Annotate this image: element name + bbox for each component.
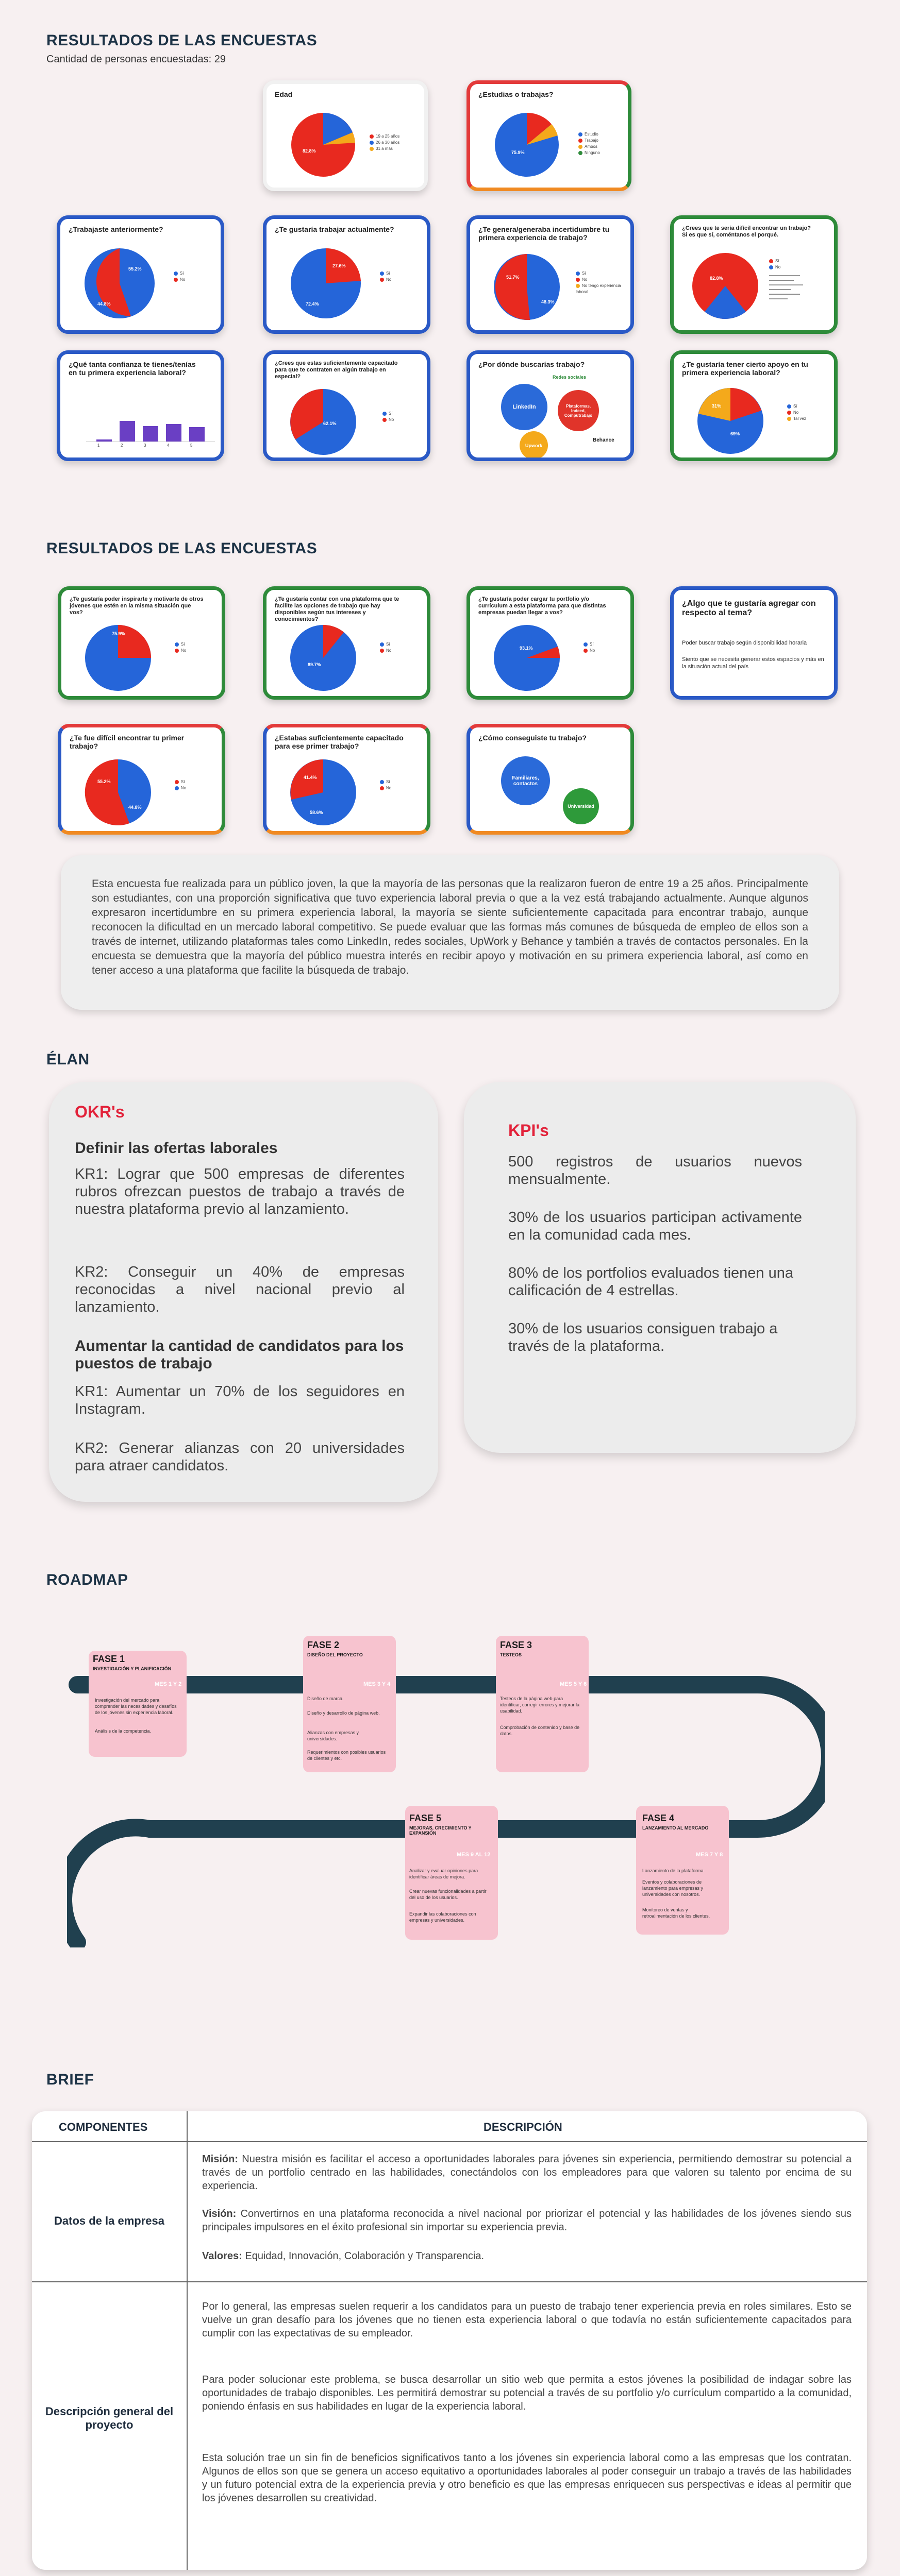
pie-pct: 82.8% (303, 148, 316, 154)
valores-text: Valores: Equidad, Innovación, Colaboración y Transparencia. (202, 2250, 485, 2262)
phase-item: Diseño de marca. (307, 1696, 344, 1701)
survey-card-dificil-primer (58, 724, 225, 835)
phase-name: FASE 4 (642, 1813, 675, 1823)
row-descripcion-general: Descripción general del proyecto (45, 2405, 174, 2431)
phase-4 (636, 1806, 729, 1935)
card-title: ¿Cómo conseguiste tu trabajo? (478, 734, 587, 742)
card-title: ¿Te gustaría poder inspirarte y motivarte de otros jóvenes que estén en la misma situación que vos? (70, 596, 204, 616)
summary-panel (61, 855, 839, 1010)
pie-chart (694, 385, 766, 457)
okr-heading-2: Aumentar la cantidad de candidatos para los puestos de trabajo (75, 1337, 404, 1372)
card-title: Edad (275, 90, 293, 98)
card-title: ¿Crees que estas suficientemente capacitado para que te contraten en algún trabajo en especial? (275, 360, 398, 380)
pie-pct: 82.8% (710, 276, 723, 281)
bubble-plataformas: Plataformas, Indeed, Computrabajo (558, 390, 599, 431)
card-title: ¿Estudias o trabajas? (478, 90, 554, 98)
pie-legend: Estudio Trabajo Ambos Ninguno (578, 131, 600, 156)
divider (32, 2141, 867, 2142)
survey-card-trabajaste (57, 215, 224, 334)
pie-pct: 75.9% (511, 150, 525, 155)
okr-heading-1: Definir las ofertas laborales (75, 1140, 278, 1157)
phase-item: Análisis de la competencia. (95, 1728, 152, 1734)
phase-item: Crear nuevas funcionalidades a partir del uso de los usuarios. (409, 1889, 487, 1900)
phase-2-month: MES 3 Y 4 (363, 1681, 391, 1687)
pie-pct-b: 44.8% (97, 301, 111, 307)
card-title: ¿Qué tanta confianza te tienes/tenías en tu primera experiencia laboral? (69, 360, 196, 377)
survey-card-gustaria-trabajar (263, 215, 430, 334)
divider (187, 2111, 188, 2570)
pie-legend: Sí No No tengo experiencia laboral (576, 271, 621, 294)
survey-card-plataforma (263, 586, 430, 700)
kpi-3: 80% de los portfolios evaluados tienen una calificación de 4 estrellas. (508, 1265, 793, 1299)
answer-1: Poder buscar trabajo según disponibilidad horaria (682, 640, 807, 646)
phase-name: FASE 3 (500, 1640, 532, 1650)
phase-item: Monitoreo de ventas y retroalimentación de los clientes. (642, 1907, 710, 1919)
phase-item: Investigación del mercado para comprender las necesidades y desafíos de los jóvenes sin experiencia laboral. (95, 1698, 177, 1715)
phase-name: FASE 2 (307, 1640, 340, 1650)
okr-panel (49, 1082, 438, 1502)
roadmap-title: ROADMAP (46, 1571, 128, 1588)
card-title: ¿Te fue difícil encontrar tu primer trabajo? (70, 734, 185, 750)
pie-legend: Sí No (380, 270, 391, 283)
card-title: ¿Algo que te gustaría agregar con respecto al tema? (682, 599, 816, 617)
elan-title: ÉLAN (46, 1051, 90, 1068)
section2-title: RESULTADOS DE LAS ENCUESTAS (46, 540, 318, 557)
survey-card-estudias (466, 80, 631, 191)
pie-pct: 89.7% (308, 662, 321, 667)
pie-chart (81, 245, 158, 322)
phase-item: Expandir las colaboraciones con empresas y universidades. (409, 1911, 476, 1923)
brief1-table (32, 2111, 867, 2570)
survey-card-estabas-capacitado (263, 724, 430, 835)
survey-card-edad (263, 80, 428, 191)
pie-legend: Sí No (380, 779, 391, 791)
phase-sub: MEJORAS, CRECIMIENTO Y EXPANSIÓN (409, 1825, 472, 1836)
kpi-2: 30% de los usuarios participan activamente en la comunidad cada mes. (508, 1209, 802, 1243)
phase-name: FASE 5 (409, 1813, 442, 1823)
pie-legend: Sí No (174, 270, 185, 283)
pie-chart (491, 109, 563, 181)
section1-subtitle: Cantidad de personas encuestadas: 29 (46, 54, 226, 65)
pie-chart (689, 250, 761, 322)
pie-pct-b: 31% (712, 403, 722, 409)
pie-legend: Sí No (382, 411, 394, 423)
phase-item: Comprobación de contenido y base de datos. (500, 1725, 580, 1736)
col-componentes: COMPONENTES (59, 2121, 148, 2133)
survey-card-apoyo (670, 350, 838, 461)
card-title: ¿Te genera/generaba incertidumbre tu primera experiencia de trabajo? (478, 225, 610, 242)
phase-sub: LANZAMIENTO AL MERCADO (642, 1825, 709, 1831)
phase-5 (405, 1806, 498, 1940)
card-title: ¿Estabas suficientemente capacitado para ese primer trabajo? (275, 734, 404, 750)
pie-chart (287, 109, 359, 181)
card-title: ¿Por dónde buscarías trabajo? (478, 360, 585, 368)
bar-labels: 1 2 3 4 5 (97, 443, 193, 448)
card-title: ¿Te gustaría tener cierto apoyo en tu primera experiencia laboral? (682, 360, 808, 377)
okr-kr4: KR2: Generar alianzas con 20 universidades para atraer candidatos. (75, 1440, 405, 1474)
bubble-behance: Behance (593, 437, 614, 443)
summary-text: Esta encuesta fue realizada para un público joven, la que la mayoría de las personas que la realizaron fueron de entre 19 a 25 años. Principalmente son estudiantes, con una proporción significativa que tuvo experiencia laboral previa o que a la vez está trabajando actualmente. Aunque algunos expresaron incertidumbre en su primera experiencia laboral, la mayoría se siente suficientemente capacitada para encontrar trabajo, aunque reconocen la dificultad en un mercado laboral competitivo. Se puede evaluar que las formas más comunes de búsqueda de empleo de ellos son a través de internet, utilizando plataformas tales como LinkedIn, redes sociales, UpWork y Behance y también a través de contactos personales. En la encuesta se demuestra que la mayoría del público muestra interés en recibir apoyo y motivación en su primera experiencia laboral, así como en tener acceso a una plataforma que facilite la búsqueda de trabajo. (92, 878, 808, 976)
phase-1 (89, 1651, 187, 1757)
section1-title: RESULTADOS DE LAS ENCUESTAS (46, 32, 318, 49)
pie-legend: Sí No (584, 641, 595, 654)
kpi-panel (464, 1082, 856, 1453)
pie-chart (287, 622, 359, 694)
pie-pct-a: 72.4% (306, 301, 319, 307)
phase-item: Analizar y evaluar opiniones para identificar áreas de mejora. (409, 1868, 478, 1879)
phase-sub: TESTEOS (500, 1652, 522, 1657)
bubble-linkedin: LinkedIn (501, 384, 547, 430)
card-title: ¿Trabajaste anteriormente? (69, 225, 163, 233)
card-title: ¿Crees que te sería difícil encontrar un trabajo? Si es que sí, coméntanos el porqué. (682, 225, 811, 238)
desc-paragraph-2: Para poder solucionar este problema, se busca desarrollar un sitio web que permita a estos jóvenes la posibilidad de indagar sobre las oportunidades de trabajo disponibles. Les permitirá demostrar su potencial a través de su portfolio y/o currículum compartido a la comunidad, poniendo énfasis en sus habilidades en lugar de la experiencia laboral. (202, 2374, 852, 2412)
pie-legend: Sí No Tal vez (787, 403, 806, 422)
answer-2: Siento que se necesita generar estos espacios y más en la situación actual del país (682, 656, 824, 670)
phase-item: Eventos y colaboraciones de lanzamiento para empresas y universidades con nosotros. (642, 1879, 704, 1897)
pie-pct-b: 41.4% (304, 775, 317, 780)
phase-sub: DISEÑO DEL PROYECTO (307, 1652, 363, 1657)
brief1-title: BRIEF (46, 2071, 94, 2088)
bubble-familiares: Familiares, contactos (501, 756, 550, 805)
survey-card-confianza (57, 350, 224, 461)
phase-2 (303, 1636, 396, 1772)
survey-card-buscarias (466, 350, 634, 461)
kpi-1: 500 registros de usuarios nuevos mensualmente. (508, 1154, 802, 1188)
pie-pct-a: 55.2% (97, 779, 111, 784)
phase-item: Testeos de la página web para identificar, corregir errores y mejorar la usabilidad. (500, 1696, 580, 1714)
pie-pct-a: 69% (730, 431, 740, 436)
bubble-redes: Redes sociales (553, 375, 587, 380)
okr-kr1: KR1: Lograr que 500 empresas de diferentes rubros ofrezcan puestos de trabajo a través de nuestra plataforma previo al lanzamiento. (75, 1166, 405, 1217)
phase-name: FASE 1 (93, 1654, 125, 1664)
pie-legend: Sí No (380, 641, 391, 654)
survey-card-capacitado (263, 350, 430, 461)
survey-card-inspirarte (58, 586, 225, 700)
bubble-upwork: Upwork (520, 431, 548, 460)
desc-paragraph-1: Por lo general, las empresas suelen requerir a los candidatos para un puesto de trabajo tener experiencia previa en roles similares. Esto se vuelve un gran desafío para los jóvenes que no tienen esta experiencia laboral o que todavía no están suficientemente capacitados para cumplir con las expectativas de su empleador. (202, 2301, 852, 2339)
survey-card-cargar-portfolio (466, 586, 634, 700)
phase-4-month: MES 7 Y 8 (696, 1852, 723, 1858)
pie-pct-b: 27.6% (332, 263, 346, 268)
phase-3 (496, 1636, 589, 1772)
survey-card-incertidumbre (466, 215, 634, 334)
card-title: ¿Te gustaría contar con una plataforma que te facilite las opciones de trabajo que hay disponibles según tus intereses y conocimientos? (275, 596, 399, 622)
survey-card-dificil (670, 215, 838, 334)
phase-3-month: MES 5 Y 6 (560, 1681, 587, 1687)
card-title: ¿Te gustaría poder cargar tu portfolio y/o currículum a esta plataforma para que distintas empresas puedan llegar a vos? (478, 596, 606, 616)
pie-pct: 75.9% (112, 631, 125, 636)
pie-pct-b: 48.3% (541, 299, 555, 304)
comments-filler: ▬▬▬▬▬▬▬▬▬▬ ▬▬▬▬▬▬▬▬ ▬▬▬▬▬▬▬▬▬▬▬ ▬▬▬▬▬▬▬ ▬▬▬▬▬▬▬▬▬▬ ▬▬▬▬▬▬ (769, 274, 803, 300)
pie-chart (287, 756, 359, 828)
pie-pct-a: 58.6% (310, 810, 323, 815)
phase-item: Lanzamiento de la plataforma. (642, 1868, 705, 1873)
survey-card-agregar (670, 586, 838, 700)
pie-pct: 93.1% (520, 646, 533, 651)
pie-chart (491, 251, 563, 323)
pie-legend: Sí No (769, 258, 831, 270)
phase-sub: INVESTIGACIÓN Y PLANIFICACIÓN (93, 1666, 172, 1671)
phase-item: Requerimientos con posibles usuarios de clientes y etc. (307, 1750, 386, 1761)
pie-pct-b: 44.8% (128, 805, 142, 810)
kpi-title: KPI's (508, 1121, 549, 1140)
pie-pct-a: 55.2% (128, 266, 142, 272)
vision-text: Visión: Convertirnos en una plataforma reconocida a nivel nacional por priorizar el potencial y las habilidades de los jóvenes siendo sus principales impulsores en el éxito profesional sin importar su experiencia previa. (202, 2208, 852, 2233)
bubble-universidad: Universidad (563, 788, 599, 824)
okr-kr3: KR1: Aumentar un 70% de los seguidores en Instagram. (75, 1383, 405, 1417)
kpi-4: 30% de los usuarios consiguen trabajo a través de la plataforma. (508, 1320, 778, 1354)
col-descripcion: DESCRIPCIÓN (484, 2121, 562, 2133)
phase-item: Diseño y desarrollo de página web. (307, 1710, 380, 1716)
pie-chart (82, 756, 154, 828)
survey-card-como-conseguiste (466, 724, 634, 835)
desc-paragraph-3: Esta solución trae un sin fin de beneficios significativos tanto a los jóvenes sin experiencia laboral como a las empresas que los contratan. Algunos de ellos son que se genera un acceso equitativo a oportunidades laborales al poder conseguir un trabajo a través de las habilidades y un futuro potencial extra de la experiencia previa y otro beneficio es que las empresas enriquecen sus perspectivas e ideas al permitir que los jóvenes desarrollen su creatividad. (202, 2452, 852, 2504)
pie-pct-a: 51.7% (506, 275, 520, 280)
divider (32, 2281, 867, 2282)
okr-title: OKR's (75, 1103, 125, 1121)
pie-legend: Sí No (175, 641, 186, 654)
mision-text: Misión: Nuestra misión es facilitar el acceso a oportunidades laborales para jóvenes sin experiencia, permitiendo demostrar su potencial a través de un portfolio centrado en las habilidades, conectándolos con los empleadores para que valoren su talento por encima de su experiencia. (202, 2154, 852, 2192)
row-datos-empresa: Datos de la empresa (54, 2214, 164, 2227)
pie-legend: Sí No (175, 779, 186, 791)
phase-5-month: MES 9 AL 12 (457, 1852, 491, 1858)
pie-pct: 62.1% (323, 421, 337, 426)
phase-item: Alianzas con empresas y universidades. (307, 1730, 359, 1741)
okr-kr2: KR2: Conseguir un 40% de empresas reconocidas a nivel nacional previo al lanzamiento. (75, 1264, 405, 1315)
pie-chart (491, 622, 563, 694)
pie-legend: 19 a 25 años 26 a 30 años 31 a más (370, 133, 399, 152)
card-title: ¿Te gustaría trabajar actualmente? (275, 225, 394, 233)
pie-chart (287, 245, 364, 322)
phase-1-month: MES 1 Y 2 (155, 1681, 182, 1687)
